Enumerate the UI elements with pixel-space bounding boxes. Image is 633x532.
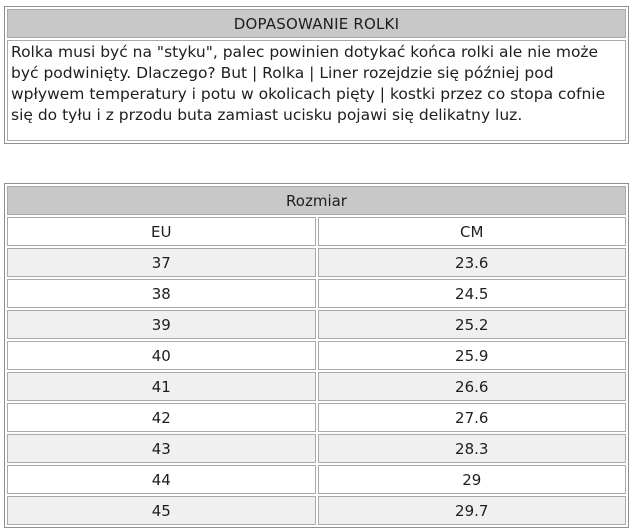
table-row xyxy=(7,279,626,308)
cm-length-cell: 24.5 xyxy=(318,279,627,308)
cm-length-cell: 29 xyxy=(318,465,627,494)
cm-length-cell: 25.9 xyxy=(318,341,627,370)
cm-length-cell: 26.6 xyxy=(318,372,627,401)
fit-section-text: Rolka musi być na "styku", palec powinien dotykać końca rolki ale nie może być podwinięty. Dlaczego? But | Rolka | Liner rozejdzie się później pod wpływem temperatury i potu w okolicach pięty | kostki przez co stopa cofnie się do tyłu i z przodu buta zamiast ucisku pojawi się delikatny luz. xyxy=(7,40,626,141)
eu-size-cell: 41 xyxy=(7,372,316,401)
fit-section-title: DOPASOWANIE ROLKI xyxy=(7,9,626,38)
eu-size-cell: 37 xyxy=(7,248,316,277)
eu-size-cell: 42 xyxy=(7,403,316,432)
eu-size-cell: 39 xyxy=(7,310,316,339)
size-table-title: Rozmiar xyxy=(7,186,626,215)
eu-size-cell: 38 xyxy=(7,279,316,308)
table-row xyxy=(7,372,626,401)
size-chart-table xyxy=(4,183,629,528)
cm-length-cell: 25.2 xyxy=(318,310,627,339)
table-row xyxy=(7,434,626,463)
table-row xyxy=(7,465,626,494)
cm-length-cell: 27.6 xyxy=(318,403,627,432)
eu-size-cell: 43 xyxy=(7,434,316,463)
cm-length-cell: 29.7 xyxy=(318,496,627,525)
table-row xyxy=(7,496,626,525)
eu-size-cell: 44 xyxy=(7,465,316,494)
cm-length-cell: 28.3 xyxy=(318,434,627,463)
column-header-eu: EU xyxy=(7,217,316,246)
table-row xyxy=(7,341,626,370)
fit-info-table xyxy=(4,6,629,144)
eu-size-cell: 40 xyxy=(7,341,316,370)
cm-length-cell: 23.6 xyxy=(318,248,627,277)
table-row xyxy=(7,310,626,339)
table-row xyxy=(7,403,626,432)
table-row xyxy=(7,248,626,277)
column-header-cm: CM xyxy=(318,217,627,246)
eu-size-cell: 45 xyxy=(7,496,316,525)
